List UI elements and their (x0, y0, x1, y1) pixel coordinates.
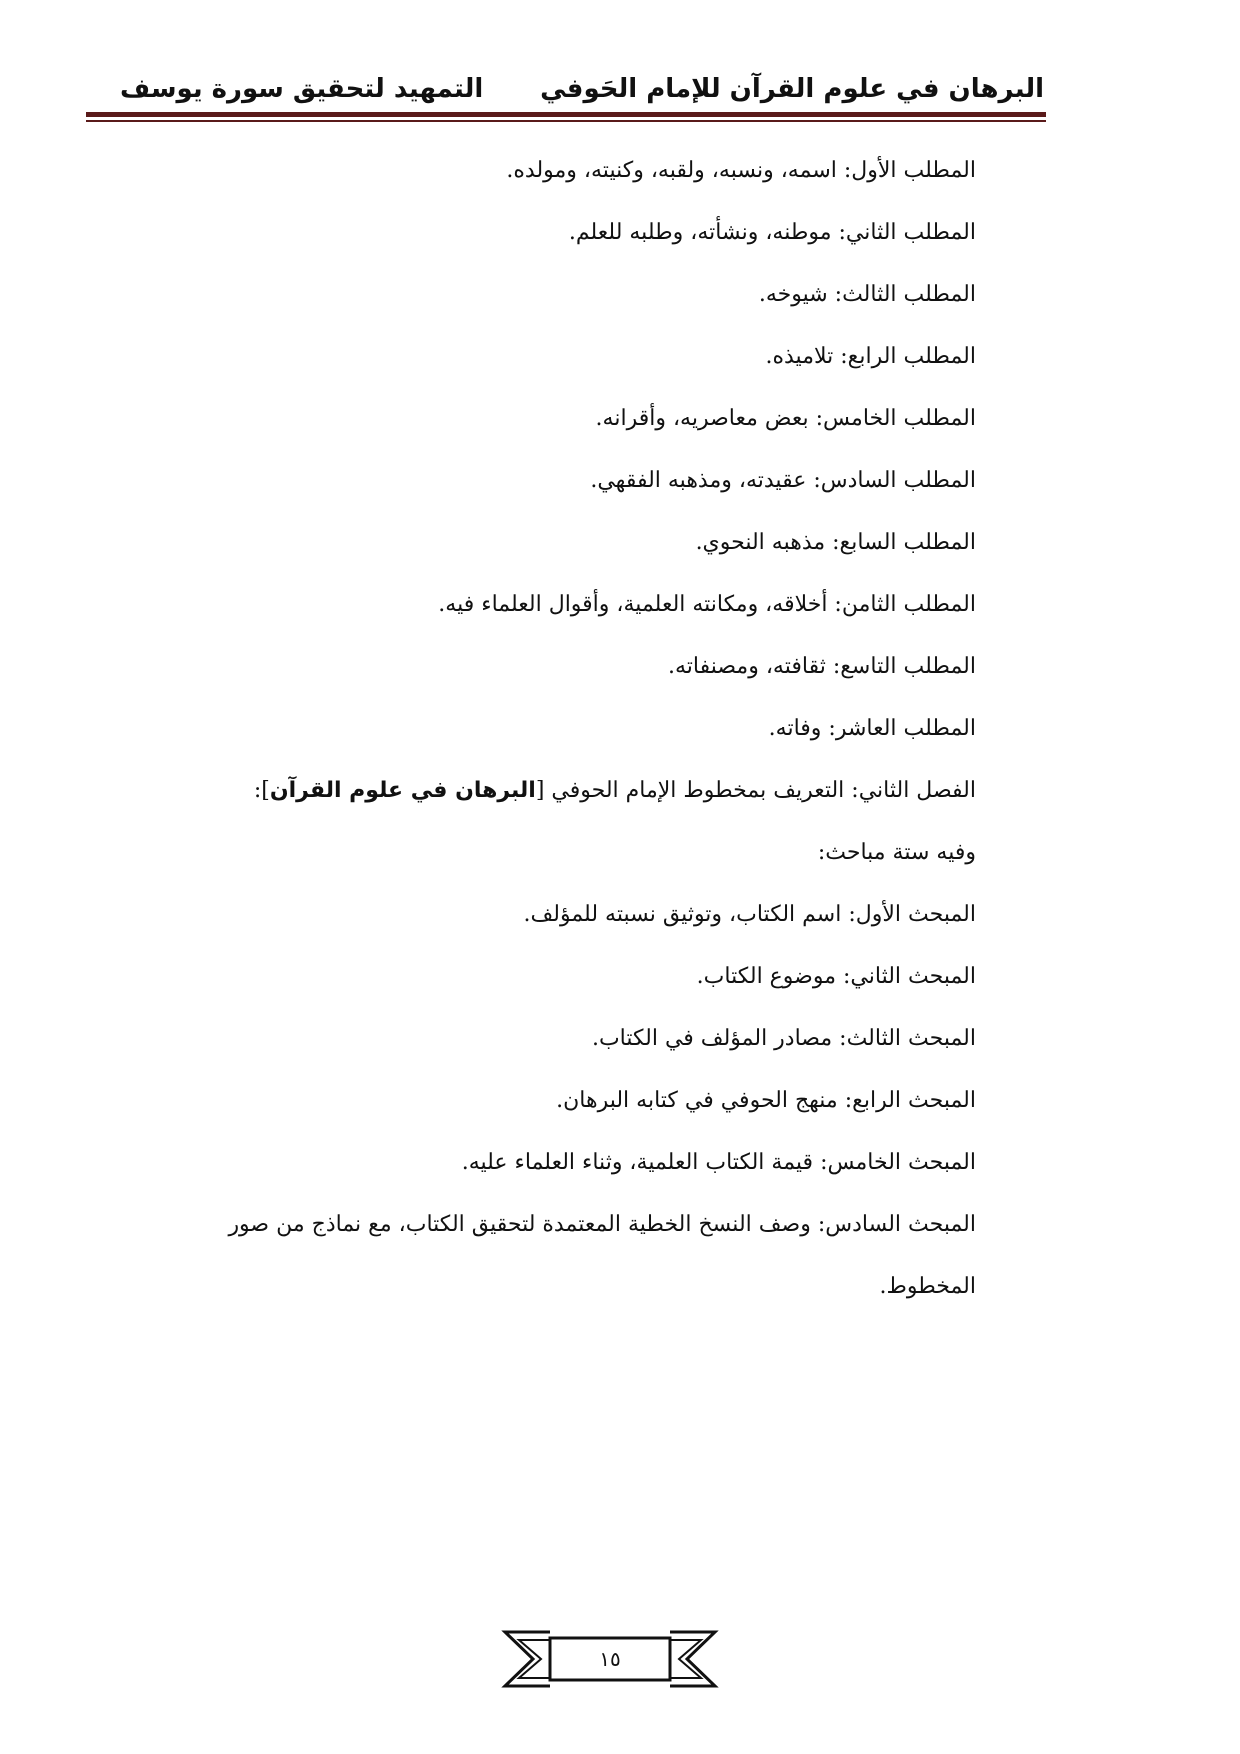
toc-line: المطلب الثاني: موطنه، ونشأته، وطلبه للعلم. (568, 220, 976, 245)
toc-line: المطلب السادس: عقيدته، ومذهبه الفقهي. (590, 468, 976, 493)
section-line: المبحث الخامس: قيمة الكتاب العلمية، وثناء العلماء عليه. (461, 1150, 976, 1175)
table-of-contents (150, 140, 976, 1318)
header-rule-thin (86, 120, 1046, 122)
page-number-ornament (495, 1628, 725, 1690)
toc-line: المطلب العاشر: وفاته. (768, 716, 976, 741)
section-line: المبحث الرابع: منهج الحوفي في كتابه البرهان. (556, 1088, 976, 1113)
section-line: المبحث الثاني: موضوع الكتاب. (696, 964, 976, 989)
section-line: المبحث السادس: وصف النسخ الخطية المعتمدة لتحقيق الكتاب، مع نماذج من صور المخطوط. (228, 1212, 976, 1299)
toc-line: المطلب الأول: اسمه، ونسبه، ولقبه، وكنيته، ومولده. (506, 158, 976, 183)
toc-line: المطلب السابع: مذهبه النحوي. (695, 530, 976, 555)
toc-line: المطلب الرابع: تلاميذه. (765, 344, 976, 369)
header-rule-thick (86, 112, 1046, 117)
chapter-prefix: الفصل الثاني: التعريف بمخطوط الإمام الحوفي [ (535, 778, 976, 803)
section-line: المبحث الثالث: مصادر المؤلف في الكتاب. (591, 1026, 976, 1051)
chapter-heading (150, 760, 976, 822)
section-line: المبحث الأول: اسم الكتاب، وتوثيق نسبته للمؤلف. (523, 902, 976, 927)
sections-intro: وفيه ستة مباحث: (817, 840, 976, 865)
book-title: البرهان في علوم القرآن للإمام الحَوفي (540, 74, 1044, 104)
toc-line: المطلب الثامن: أخلاقه، ومكانته العلمية، وأقوال العلماء فيه. (438, 592, 976, 617)
chapter-suffix: ]: (253, 778, 270, 803)
section-title: التمهيد لتحقيق سورة يوسف (120, 74, 484, 104)
toc-line: المطلب الثالث: شيوخه. (758, 282, 976, 307)
chapter-bold-title: البرهان في علوم القرآن (269, 778, 536, 803)
toc-line: المطلب التاسع: ثقافته، ومصنفاته. (667, 654, 976, 679)
page-number: ١٥ (599, 1647, 621, 1671)
toc-line: المطلب الخامس: بعض معاصريه، وأقرانه. (595, 406, 976, 431)
